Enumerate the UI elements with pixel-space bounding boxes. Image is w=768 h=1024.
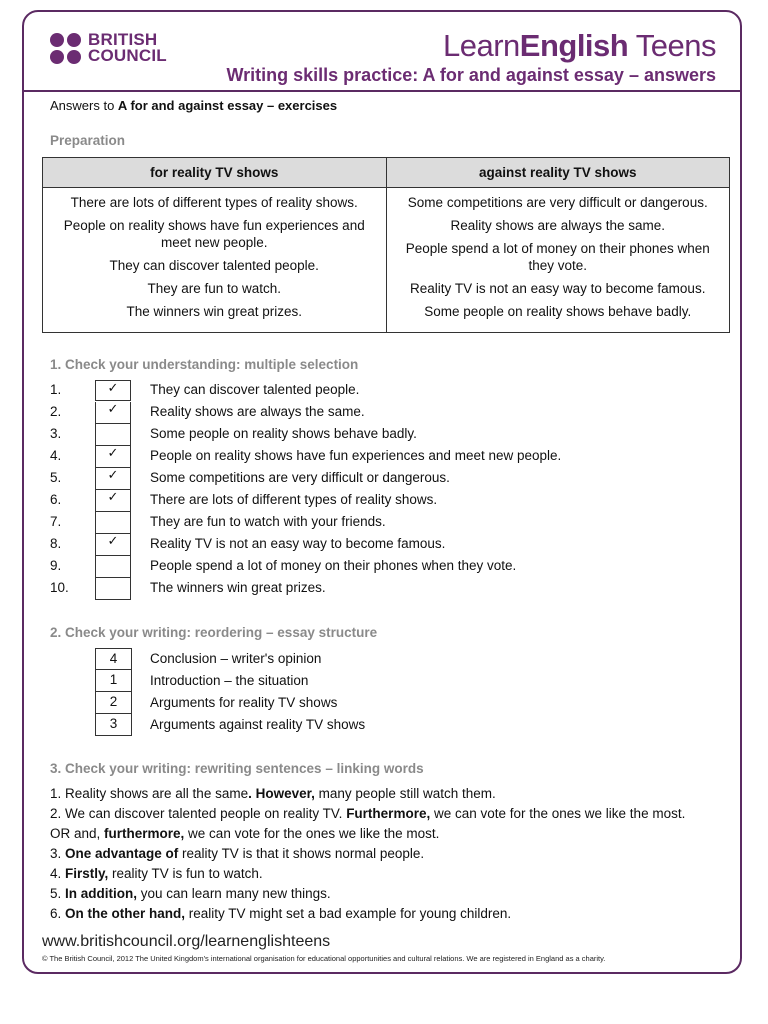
- against-item: People spend a lot of money on their phones when they vote.: [405, 241, 710, 273]
- answer-sentence: 6. On the other hand, reality TV might set a bad example for young children.: [50, 906, 512, 921]
- against-column: [386, 188, 730, 333]
- for-item: They can discover talented people.: [109, 258, 319, 273]
- answer-checkbox: [95, 578, 131, 600]
- order-number-box: 2: [95, 692, 132, 714]
- answer-checkbox: ✓: [95, 380, 131, 401]
- column-header-for: for reality TV shows: [43, 158, 387, 188]
- against-item: Some people on reality shows behave badly.: [424, 304, 692, 319]
- answer-sentence: 5. In addition, you can learn many new things.: [50, 886, 331, 901]
- british-council-logo: [50, 32, 167, 64]
- logo-line2: COUNCIL: [88, 46, 167, 65]
- answer-checkbox: [95, 424, 131, 446]
- column-header-against: against reality TV shows: [386, 158, 730, 188]
- answer-sentence: 2. We can discover talented people on reality TV. Furthermore, we can vote for the ones we like the most.: [50, 806, 686, 821]
- logo-line1: BRITISH: [88, 30, 158, 49]
- for-column: [43, 188, 387, 333]
- page-title: Writing skills practice: A for and against essay – answers: [226, 65, 716, 85]
- for-item: People on reality shows have fun experiences and meet new people.: [63, 218, 365, 250]
- order-number-box: 4: [95, 648, 132, 670]
- header-divider: [24, 90, 740, 92]
- section2-heading: 2. Check your writing: reordering – essay structure: [50, 625, 378, 640]
- intro-line: Answers to A for and against essay – exercises: [50, 98, 338, 113]
- footer-copyright: © The British Council, 2012 The United Kingdom's international organisation for educational opportunities and cultural relations. We are registered in England as a charity.: [42, 954, 606, 963]
- answer-checkbox: ✓: [95, 468, 131, 490]
- against-item: Some competitions are very difficult or dangerous.: [407, 195, 708, 210]
- section1-heading: 1. Check your understanding: multiple selection: [50, 357, 359, 372]
- answer-sentence: OR and, furthermore, we can vote for the ones we like the most.: [50, 826, 440, 841]
- section3-heading: 3. Check your writing: rewriting sentences – linking words: [50, 761, 424, 776]
- for-item: The winners win great prizes.: [126, 304, 303, 319]
- answer-checkbox: ✓: [95, 446, 131, 468]
- order-number-box: 1: [95, 670, 132, 692]
- preparation-table: [42, 157, 730, 333]
- answer-checkbox: ✓: [95, 534, 131, 556]
- logo-dots-icon: [50, 33, 81, 64]
- answer-checkbox: ✓: [95, 402, 131, 424]
- against-item: Reality shows are always the same.: [450, 218, 666, 233]
- answer-checkbox: [95, 556, 131, 578]
- for-item: There are lots of different types of reality shows.: [70, 195, 358, 210]
- for-item: They are fun to watch.: [147, 281, 282, 296]
- order-number-box: 3: [95, 714, 132, 736]
- answer-sentence: 1. Reality shows are all the same. However, many people still watch them.: [50, 786, 496, 801]
- answer-sentence: 3. One advantage of reality TV is that it shows normal people.: [50, 846, 425, 861]
- against-item: Reality TV is not an easy way to become famous.: [410, 281, 706, 296]
- preparation-heading: Preparation: [50, 133, 126, 148]
- answer-checkbox: [95, 512, 131, 534]
- learnenglish-teens-brand: LearnEnglish Teens: [442, 28, 716, 63]
- answer-sentence: 4. Firstly, reality TV is fun to watch.: [50, 866, 263, 881]
- footer-url[interactable]: www.britishcouncil.org/learnenglishteens: [42, 933, 331, 950]
- rewriting-answers: [50, 784, 740, 924]
- answer-checkbox: ✓: [95, 490, 131, 512]
